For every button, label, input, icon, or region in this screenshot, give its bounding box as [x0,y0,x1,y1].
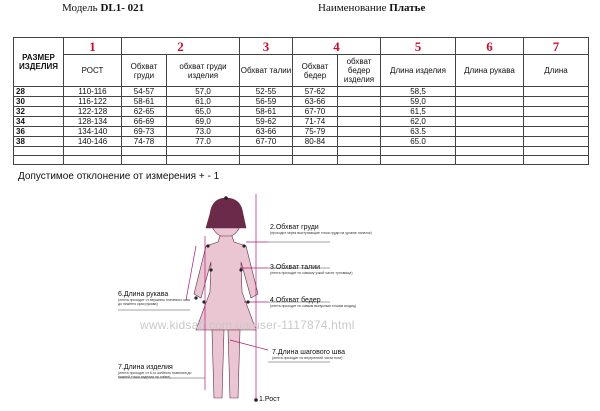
col-label-height: РОСТ [64,55,122,87]
cell-hips: 71-74 [293,117,338,127]
cell-hips: 75-79 [293,127,338,137]
cell-chest-item: 73.0 [167,127,240,137]
cell-waist: 56-59 [240,97,293,107]
cell-length: 63.5 [381,127,456,137]
cell-chest-item: 77.0 [167,137,240,147]
cell-size: 28 [14,87,64,97]
item-length-annotation [118,364,203,379]
cell-sleeve [456,127,524,137]
cell-length: 59,0 [381,97,456,107]
cell-length2 [524,107,589,117]
hips-annotation [270,297,370,308]
cell-height: 134-140 [64,127,122,137]
cell-chest: 69-73 [122,127,167,137]
cell-waist: 59-62 [240,117,293,127]
cell-length: 58,5 [381,87,456,97]
hips-label: 4.Обхват бедер [270,297,321,304]
cell-length2 [524,137,589,147]
cell-chest-item: 65,0 [167,107,240,117]
cell-length: 62,0 [381,117,456,127]
tolerance-note: Допустимое отклонение от измерения + - 1 [18,171,220,182]
chest-label: 2.Обхват груди [270,224,319,231]
cell-size: 30 [14,97,64,107]
cell-length2 [524,117,589,127]
cell-hips: 67-70 [293,107,338,117]
table-row [14,137,589,147]
cell-length: 61,5 [381,107,456,117]
cell-chest-item: 69,0 [167,117,240,127]
model-header [62,2,144,14]
cell-waist: 63-66 [240,127,293,137]
waist-note: (лента проходит по самому узкой части туловища) [270,271,353,275]
cell-hips-item [338,107,381,117]
col-number-3: 3 [240,38,293,55]
waist-label: 3.Обхват талии [270,264,321,271]
table-row [14,97,589,107]
sleeve-note: (лента проходит от вершины плечевого шва до нижнего края рукава) [118,298,190,306]
cell-chest: 54-57 [122,87,167,97]
cell-sleeve [456,97,524,107]
model-label: Модель [62,2,98,14]
cell-sleeve [456,117,524,127]
cell-height: 128-134 [64,117,122,127]
cell-hips-item [338,87,381,97]
col-number-1: 1 [64,38,122,55]
product-name-label: Наименование [318,2,387,14]
product-name-header [318,2,425,14]
cell-waist: 58-61 [240,107,293,117]
waist-annotation [270,264,370,275]
cell-hips-item [338,137,381,147]
col-number-7: 7 [524,38,589,55]
col-number-4: 4 [293,38,381,55]
col-label-length2: Длина [524,55,589,87]
col-label-length: Длина изделия [381,55,456,87]
inseam-annotation [272,349,372,360]
cell-hips-item [338,117,381,127]
inseam-note: (лента проходит по внутренней части ноги) [272,356,343,360]
cell-chest-item: 61,0 [167,97,240,107]
cell-size: 38 [14,137,64,147]
cell-sleeve [456,107,524,117]
height-label: 1.Рост [259,396,280,403]
cell-height: 140-146 [64,137,122,147]
col-label-chest: Обхват груди [122,55,167,87]
col-label-hips-item: обхват бедер изделия [338,55,381,87]
item-length-label: 7.Длина изделия [118,364,173,371]
cell-size: 34 [14,117,64,127]
cell-length2 [524,127,589,137]
cell-chest: 62-65 [122,107,167,117]
cell-chest-item: 57,0 [167,87,240,97]
col-number-6: 6 [456,38,524,55]
cell-hips: 80-84 [293,137,338,147]
col-label-chest-item: обхват груди изделия [167,55,240,87]
cell-sleeve [456,137,524,147]
cell-height: 110-116 [64,87,122,97]
table-row [14,127,589,137]
cell-height: 116-122 [64,97,122,107]
table-row [14,87,589,97]
girl-silhouette [194,198,258,398]
table-row [14,107,589,117]
col-number-5: 5 [381,38,456,55]
sleeve-annotation [118,291,190,306]
cell-length2 [524,87,589,97]
cell-length: 65.0 [381,137,456,147]
cell-height: 122-128 [64,107,122,117]
col-label-hips: Обхват бедер [293,55,338,87]
cell-waist: 52-55 [240,87,293,97]
hips-note: (лента проходит по самым выпуклым точкам ягодиц) [270,304,357,308]
cell-waist: 67-70 [240,137,293,147]
cell-chest: 66-69 [122,117,167,127]
model-value: DL1- 021 [100,2,145,14]
cell-hips: 63-66 [293,97,338,107]
size-header: РАЗМЕР ИЗДЕЛИЯ [14,38,64,87]
watermark: www.kidsaff.com.ua/user-1117874.html [140,318,355,332]
cell-sleeve [456,87,524,97]
product-name-value: Платье [389,2,426,14]
item-length-note: (лента проходит от 6-го шейного позвонка до нижней точки изделия на спине) [118,371,192,379]
cell-chest: 58-61 [122,97,167,107]
cell-size: 36 [14,127,64,137]
cell-hips-item [338,97,381,107]
col-label-sleeve: Длина рукава [456,55,524,87]
cell-chest: 74-78 [122,137,167,147]
chest-annotation [270,224,380,235]
sleeve-label: 6.Длина рукава [118,291,169,298]
table-row [14,117,589,127]
inseam-label: 7.Длина шагового шва [272,349,345,356]
col-label-waist: Обхват талии [240,55,293,87]
height-annotation [259,396,280,403]
cell-hips-item [338,127,381,137]
cell-size: 32 [14,107,64,117]
size-table [13,37,589,165]
cell-length2 [524,97,589,107]
chest-note: (проходит через выступающие точки груди на уровне лопаток) [270,231,372,235]
col-number-2: 2 [122,38,240,55]
cell-hips: 57-62 [293,87,338,97]
